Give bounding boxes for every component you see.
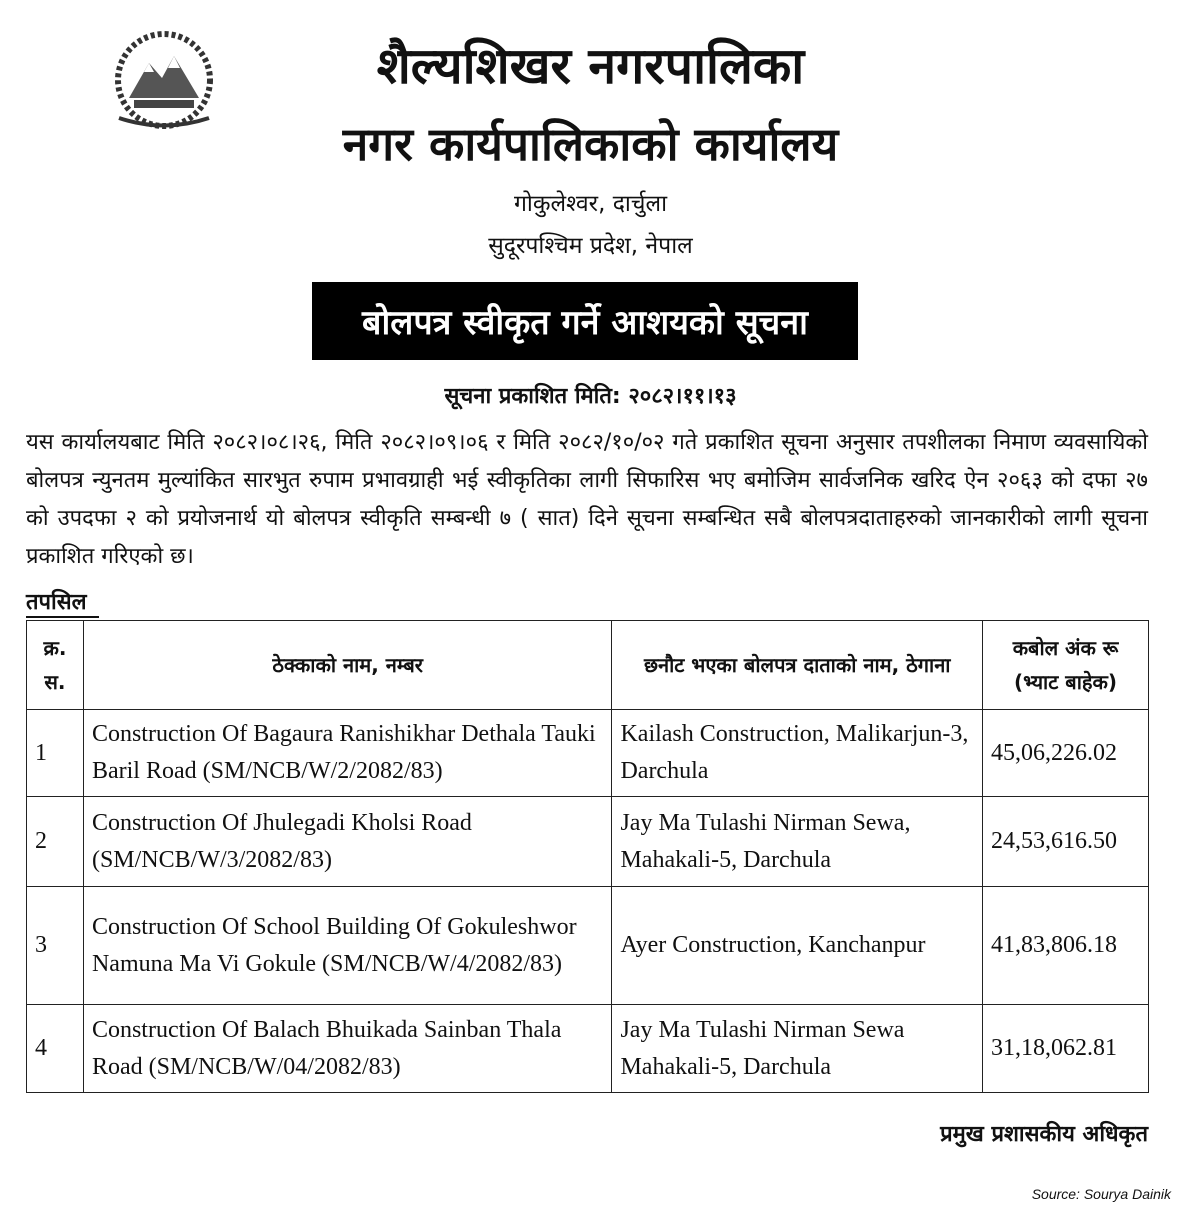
cell-amount: 41,83,806.18 [983, 887, 1149, 1005]
table-row [27, 710, 1149, 797]
notice-title: बोलपत्र स्वीकृत गर्ने आशयको सूचना [362, 303, 808, 343]
table-header-row [27, 621, 1149, 710]
cell-sn: 1 [27, 710, 84, 797]
cell-sn: 4 [27, 1005, 84, 1093]
notice-title-banner [312, 282, 858, 360]
notice-paragraph: यस कार्यालयबाट मिति २०८२।०८।२६, मिति २०८२।०९।०६ र मिति २०८२/१०/०२ गते प्रकाशित सूचना अनुसार तपशीलका निमाण व्यवसायिको बोलपत्र न्युनतम मुल्यांकित सारभुत रुपाम प्रभावग्राही भई स्वीकृतिका लागी सिफारिस भए बमोजिम सार्वजनिक खरिद ऐन २०६३ को दफा २७ को उपदफा २ को प्रयोजनार्थ यो बोलपत्र स्वीकृति सम्बन्धी ७ ( सात) दिने सूचना सम्बन्धित सबै बोलपत्रदाताहरुको जानकारीको लागी सूचना प्रकाशित गरिएको छ। [26, 430, 1148, 569]
source-credit: Source: Sourya Dainik [1031, 1186, 1171, 1202]
signatory: प्रमुख प्रशासकीय अधिकृत [940, 1122, 1148, 1147]
municipality-name: शैल्यशिखर नगरपालिका [376, 37, 805, 95]
published-date: सूचना प्रकाशित मिति: २०८२।११।१३ [444, 384, 737, 409]
cell-contract: Construction Of Jhulegadi Kholsi Road (SM/NCB/W/3/2082/83) [83, 797, 612, 887]
header-bidder: छनौट भएका बोलपत्र दाताको नाम, ठेगाना [612, 621, 983, 710]
cell-amount: 45,06,226.02 [983, 710, 1149, 797]
cell-sn: 2 [27, 797, 84, 887]
address-line-1: गोकुलेश्वर, दार्चुला [513, 191, 668, 217]
cell-bidder: Jay Ma Tulashi Nirman Sewa Mahakali-5, Darchula [612, 1005, 983, 1093]
header-contract: ठेक्काको नाम, नम्बर [83, 621, 612, 710]
table-row [27, 887, 1149, 1005]
cell-contract: Construction Of Bagaura Ranishikhar Dethala Tauki Baril Road (SM/NCB/W/2/2082/83) [83, 710, 612, 797]
cell-contract: Construction Of Balach Bhuikada Sainban Thala Road (SM/NCB/W/04/2082/83) [83, 1005, 612, 1093]
cell-bidder: Kailash Construction, Malikarjun-3, Darchula [612, 710, 983, 797]
schedule-label: तपसिल [26, 586, 99, 618]
cell-amount: 31,18,062.81 [983, 1005, 1149, 1093]
cell-bidder: Ayer Construction, Kanchanpur [612, 887, 983, 1005]
cell-contract: Construction Of School Building Of Gokuleshwor Namuna Ma Vi Gokule (SM/NCB/W/4/2082/83) [83, 887, 612, 1005]
table-row [27, 1005, 1149, 1093]
award-table [26, 620, 1149, 1093]
table-row [27, 797, 1149, 887]
cell-sn: 3 [27, 887, 84, 1005]
cell-amount: 24,53,616.50 [983, 797, 1149, 887]
header-amount: कबोल अंक रू (भ्याट बाहेक) [983, 621, 1149, 710]
office-name: नगर कार्यपालिकाको कार्यालय [342, 117, 839, 171]
address-line-2: सुदूरपश्चिम प्रदेश, नेपाल [488, 233, 693, 259]
cell-bidder: Jay Ma Tulashi Nirman Sewa, Mahakali-5, Darchula [612, 797, 983, 887]
header-sn: क्र. स. [27, 621, 84, 710]
